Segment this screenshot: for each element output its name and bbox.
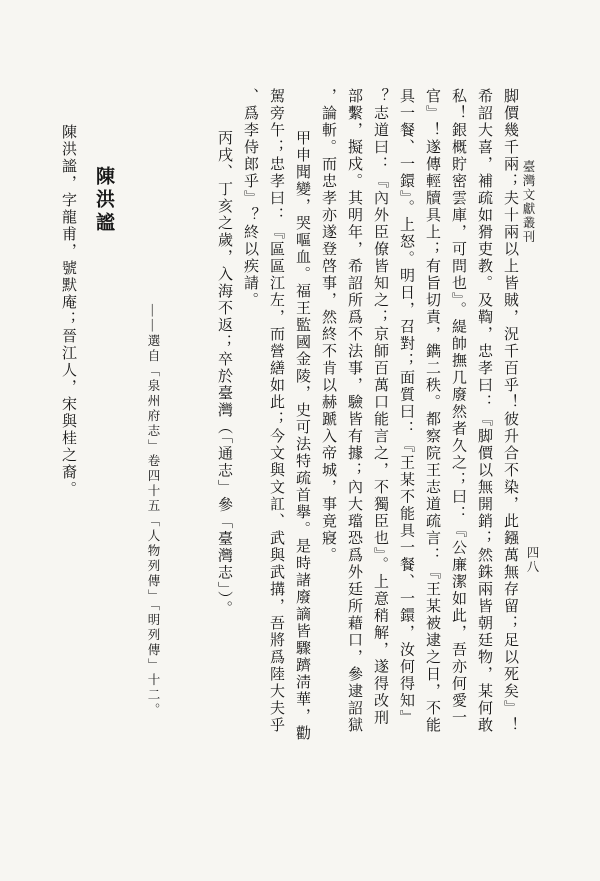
section-heading: 陳洪謐 [93,166,114,235]
text-column: 丙戌、丁亥之歲，入海不返；卒於臺灣（「通志」參「臺灣志」）。 [216,130,232,618]
text-column: 具一餐、一鐶』。上怒。明日，召對；面質曰：『王某不能具一餐、一鐶，汝何得知』 [398,88,414,727]
text-column: 部繫，擬戍。其明年，希詔所爲不法事，驗皆有據；內大璫恐爲外廷所藉口，參逮詔獄 [346,88,362,734]
text-column: 陳洪謐，字龍甫，號默庵；晉江人，宋與桂之裔。 [60,124,76,498]
text-column: 、爲李侍郎乎』？終以疾請。 [242,88,258,309]
text-column: 脚價幾千兩；夫十兩以上皆賊，況千百乎！彼升合不染，此鏹萬無存留；足以死矣』！ [502,88,518,734]
text-column: 甲申聞變，哭嘔血。福王監國金陵，史可法特疏首擧。是時諸廢謫皆驟躋淸華，勸 [294,130,310,742]
text-column: ，論斬。而忠孝亦遂登啓事，然終不肯以赫蹏入帝城，事竟寢。 [320,88,336,564]
text-column: 官』！遂傳輕牘具上；有旨切責，鐫二秩。都察院王志道疏言：『王某被逮之日，不能 [424,88,440,734]
text-column: ？志道曰：『內外臣僚皆知之；京師百萬口能言之，不獨臣也』。上意稍解，遂得改刑 [372,88,388,727]
running-title: 臺灣文獻叢刊 [521,160,535,244]
page-number: 四八 [525,546,539,574]
source-citation: ——選自「泉州府志」卷四十五「人物列傳」「明列傳」十二。 [146,304,160,718]
text-column: 希詔大喜，補疏如猾吏教。及鞫，忠孝曰：『脚價以無開銷；然銖兩皆朝廷物，某何敢 [476,88,492,734]
text-column: 私！銀概貯密雲庫，可問也』。緹帥撫几廢然者久之；曰：『公廉潔如此，吾亦何愛一 [450,88,466,727]
text-column: 駕旁午；忠孝曰：『區區江左，而營繕如此；今文與文訌、武與武搆，吾將爲陸大夫乎 [268,88,284,734]
